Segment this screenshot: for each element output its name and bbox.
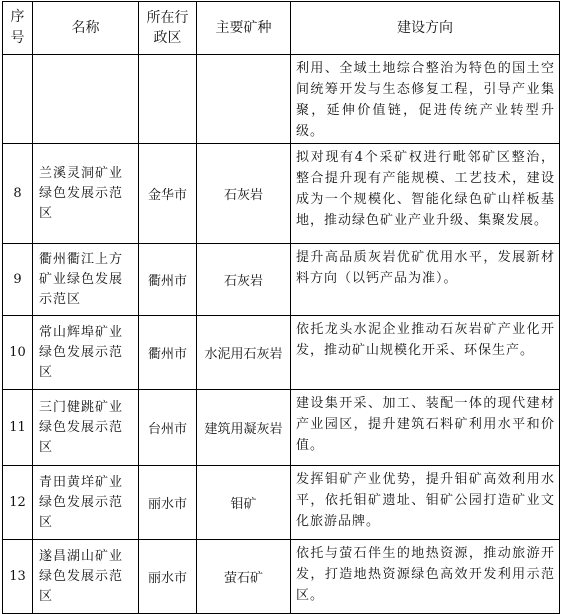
row-name: 三门健跳矿业绿色发展示范区 [33,390,139,466]
row-direction: 发挥钼矿产业优势，提升钼矿高效利用水平，依托钼矿遗址、钼矿公园打造矿业文化旅游品牌。 [291,466,560,540]
table-row [3,466,560,540]
row-name: 衢州衢江上方矿业绿色发展示范区 [33,244,139,316]
row-index: 10 [3,316,33,390]
row-region: 衢州市 [139,244,197,316]
row-region: 丽水市 [139,466,197,540]
row-region [139,55,197,144]
header-index: 序号 [3,2,33,55]
row-name [33,55,139,144]
row-index: 12 [3,466,33,540]
row-direction: 拟对现有4个采矿权进行毗邻矿区整治，整合提升现有产能规模、工艺技术，建设成为一个规模化、智能化绿色矿山样板基地，推动绿色矿业产业升级、集聚发展。 [291,144,560,244]
row-mineral: 水泥用石灰岩 [197,316,291,390]
table-header-row [3,2,560,55]
row-direction: 利用、全域土地综合整治为特色的国土空间统筹开发与生态修复工程，引导产业集聚，延伸价值链，促进传统产业转型升级。 [291,55,560,144]
row-mineral: 萤石矿 [197,540,291,614]
mining-demo-zone-table [2,1,560,614]
row-mineral: 石灰岩 [197,144,291,244]
table-row [3,55,560,144]
header-direction: 建设方向 [291,2,560,55]
row-region: 金华市 [139,144,197,244]
row-index: 13 [3,540,33,614]
row-direction: 依托龙头水泥企业推动石灰岩矿产业化开发，推动矿山规模化开采、环保生产。 [291,316,560,390]
row-mineral: 石灰岩 [197,244,291,316]
row-mineral: 建筑用凝灰岩 [197,390,291,466]
row-region: 丽水市 [139,540,197,614]
row-name: 常山辉埠矿业绿色发展示范区 [33,316,139,390]
table-row [3,244,560,316]
row-direction: 建设集开采、加工、装配一体的现代建材产业园区，提升建筑石料矿利用水平和价值。 [291,390,560,466]
row-mineral [197,55,291,144]
table-row [3,316,560,390]
row-index: 8 [3,144,33,244]
header-mineral: 主要矿种 [197,2,291,55]
row-index: 9 [3,244,33,316]
row-name: 兰溪灵洞矿业绿色发展示范区 [33,144,139,244]
row-direction: 依托与萤石伴生的地热资源，推动旅游开发，打造地热资源绿色高效开发利用示范区。 [291,540,560,614]
header-region: 所在行政区 [139,2,197,55]
row-mineral: 钼矿 [197,466,291,540]
row-name: 遂昌湖山矿业绿色发展示范区 [33,540,139,614]
row-region: 台州市 [139,390,197,466]
header-name: 名称 [33,2,139,55]
row-region: 衢州市 [139,316,197,390]
row-name: 青田黄垟矿业绿色发展示范区 [33,466,139,540]
table-row [3,390,560,466]
table-row [3,540,560,614]
row-index: 11 [3,390,33,466]
row-index [3,55,33,144]
row-direction: 提升高品质灰岩优矿优用水平，发展新材料方向（以钙产品为准）。 [291,244,560,316]
table-row [3,144,560,244]
